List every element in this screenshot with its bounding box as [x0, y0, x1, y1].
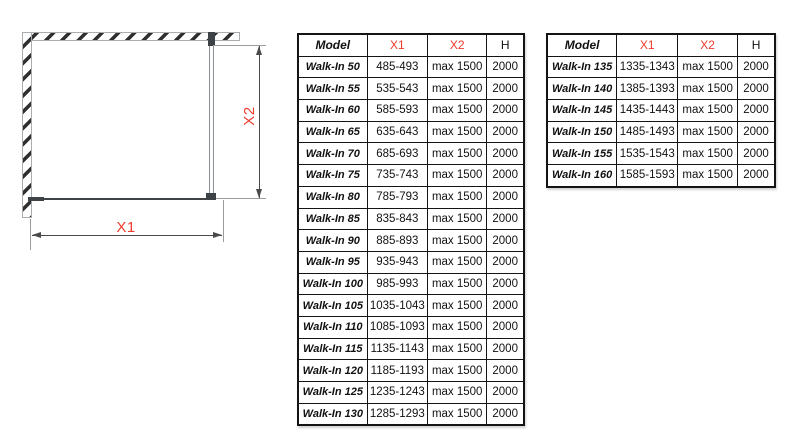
value-cell: 2000: [487, 100, 524, 122]
model-cell: Walk-In 135: [547, 56, 617, 78]
model-cell: Walk-In 125: [298, 382, 367, 404]
wall-profile-block: [28, 197, 44, 201]
table-row: [298, 382, 524, 404]
value-cell: 2000: [487, 186, 524, 208]
value-cell: 2000: [738, 165, 775, 187]
glass-clamp-top: [208, 32, 215, 46]
model-cell: Walk-In 95: [298, 251, 367, 273]
arrowhead-up-icon: [256, 46, 262, 55]
value-cell: 685-693: [367, 143, 427, 165]
value-cell: 2000: [487, 273, 524, 295]
model-cell: Walk-In 90: [298, 230, 367, 252]
dimension-label-x2: X2: [241, 106, 258, 126]
value-cell: 2000: [487, 295, 524, 317]
value-cell: max 1500: [678, 56, 738, 78]
value-cell: 635-643: [367, 121, 427, 143]
spec-table-walkin-50-130: [297, 33, 525, 426]
value-cell: 2000: [738, 56, 775, 78]
value-cell: max 1500: [678, 165, 738, 187]
column-header-h: H: [738, 34, 775, 56]
arrowhead-right-icon: [213, 232, 222, 238]
value-cell: max 1500: [428, 316, 487, 338]
value-cell: 2000: [487, 56, 524, 78]
value-cell: 2000: [487, 338, 524, 360]
value-cell: 1185-1193: [367, 360, 427, 382]
tray-edge-line: [28, 198, 215, 200]
table-row: [547, 56, 775, 78]
table-row: [547, 100, 775, 122]
model-cell: Walk-In 80: [298, 186, 367, 208]
value-cell: 2000: [487, 251, 524, 273]
table-row: [298, 338, 524, 360]
arrowhead-down-icon: [256, 189, 262, 198]
model-cell: Walk-In 75: [298, 165, 367, 187]
value-cell: max 1500: [428, 295, 487, 317]
model-cell: Walk-In 150: [547, 121, 617, 143]
column-header-model: Model: [298, 34, 367, 56]
extension-line-x1-right: [223, 200, 224, 242]
table-row: [298, 78, 524, 100]
table-row: [298, 165, 524, 187]
value-cell: 835-843: [367, 208, 427, 230]
dimension-diagram: [0, 0, 296, 439]
table-row: [298, 100, 524, 122]
column-header-model: Model: [547, 34, 617, 56]
table-row: [298, 208, 524, 230]
column-header-x1: X1: [617, 34, 678, 56]
value-cell: 2000: [487, 143, 524, 165]
table-row: [547, 143, 775, 165]
value-cell: max 1500: [428, 230, 487, 252]
table-row: [298, 56, 524, 78]
value-cell: max 1500: [428, 382, 487, 404]
model-cell: Walk-In 115: [298, 338, 367, 360]
column-header-x1: X1: [367, 34, 427, 56]
value-cell: 2000: [738, 100, 775, 122]
wall-left-hatched: [22, 32, 32, 218]
model-cell: Walk-In 50: [298, 56, 367, 78]
value-cell: max 1500: [428, 403, 487, 425]
value-cell: max 1500: [428, 56, 487, 78]
table-row: [298, 143, 524, 165]
arrowhead-left-icon: [32, 232, 41, 238]
value-cell: 2000: [487, 316, 524, 338]
value-cell: 1535-1543: [617, 143, 678, 165]
value-cell: 1285-1293: [367, 403, 427, 425]
glass-panel: [209, 40, 214, 198]
model-cell: Walk-In 130: [298, 403, 367, 425]
value-cell: max 1500: [678, 100, 738, 122]
value-cell: max 1500: [428, 78, 487, 100]
model-cell: Walk-In 55: [298, 78, 367, 100]
table-row: [298, 251, 524, 273]
value-cell: 2000: [487, 121, 524, 143]
model-cell: Walk-In 105: [298, 295, 367, 317]
extension-line-bottom: [216, 198, 266, 199]
model-cell: Walk-In 140: [547, 78, 617, 100]
table-row: [547, 78, 775, 100]
value-cell: 1585-1593: [617, 165, 678, 187]
value-cell: 1235-1243: [367, 382, 427, 404]
value-cell: 785-793: [367, 186, 427, 208]
value-cell: 2000: [738, 121, 775, 143]
extension-line-x1-left: [30, 219, 31, 250]
table-row: [298, 273, 524, 295]
model-cell: Walk-In 70: [298, 143, 367, 165]
model-cell: Walk-In 155: [547, 143, 617, 165]
value-cell: 735-743: [367, 165, 427, 187]
value-cell: max 1500: [428, 208, 487, 230]
value-cell: 2000: [487, 78, 524, 100]
model-cell: Walk-In 65: [298, 121, 367, 143]
table-row: [547, 165, 775, 187]
model-cell: Walk-In 160: [547, 165, 617, 187]
model-cell: Walk-In 60: [298, 100, 367, 122]
value-cell: 2000: [487, 403, 524, 425]
table-row: [298, 316, 524, 338]
value-cell: 1335-1343: [617, 56, 678, 78]
value-cell: 485-493: [367, 56, 427, 78]
value-cell: 2000: [487, 360, 524, 382]
dimension-line-x2: [259, 46, 260, 198]
value-cell: 1085-1093: [367, 316, 427, 338]
value-cell: 2000: [487, 208, 524, 230]
table-row: [298, 186, 524, 208]
value-cell: max 1500: [428, 251, 487, 273]
value-cell: max 1500: [428, 186, 487, 208]
value-cell: max 1500: [428, 273, 487, 295]
value-cell: 2000: [487, 230, 524, 252]
value-cell: max 1500: [428, 121, 487, 143]
value-cell: max 1500: [678, 121, 738, 143]
value-cell: 2000: [487, 165, 524, 187]
column-header-x2: X2: [428, 34, 487, 56]
value-cell: 985-993: [367, 273, 427, 295]
value-cell: 535-543: [367, 78, 427, 100]
table-row: [298, 403, 524, 425]
model-cell: Walk-In 145: [547, 100, 617, 122]
table-row: [298, 121, 524, 143]
spec-table-walkin-135-160: [546, 33, 776, 188]
model-cell: Walk-In 110: [298, 316, 367, 338]
column-header-h: H: [487, 34, 524, 56]
table-row: [298, 295, 524, 317]
column-header-x2: X2: [678, 34, 738, 56]
value-cell: max 1500: [678, 143, 738, 165]
value-cell: 1135-1143: [367, 338, 427, 360]
value-cell: 1485-1493: [617, 121, 678, 143]
value-cell: 1435-1443: [617, 100, 678, 122]
value-cell: 2000: [738, 143, 775, 165]
model-cell: Walk-In 100: [298, 273, 367, 295]
value-cell: max 1500: [428, 360, 487, 382]
value-cell: max 1500: [428, 100, 487, 122]
header-row: [547, 34, 775, 56]
value-cell: max 1500: [428, 165, 487, 187]
value-cell: max 1500: [428, 338, 487, 360]
header-row: [298, 34, 524, 56]
value-cell: 935-943: [367, 251, 427, 273]
value-cell: 2000: [738, 78, 775, 100]
value-cell: 1385-1393: [617, 78, 678, 100]
value-cell: max 1500: [428, 143, 487, 165]
value-cell: 2000: [487, 382, 524, 404]
value-cell: 1035-1043: [367, 295, 427, 317]
value-cell: 585-593: [367, 100, 427, 122]
value-cell: max 1500: [678, 78, 738, 100]
dimension-label-x1: X1: [116, 219, 136, 236]
table-row: [298, 360, 524, 382]
value-cell: 885-893: [367, 230, 427, 252]
model-cell: Walk-In 85: [298, 208, 367, 230]
table-row: [547, 121, 775, 143]
model-cell: Walk-In 120: [298, 360, 367, 382]
table-row: [298, 230, 524, 252]
